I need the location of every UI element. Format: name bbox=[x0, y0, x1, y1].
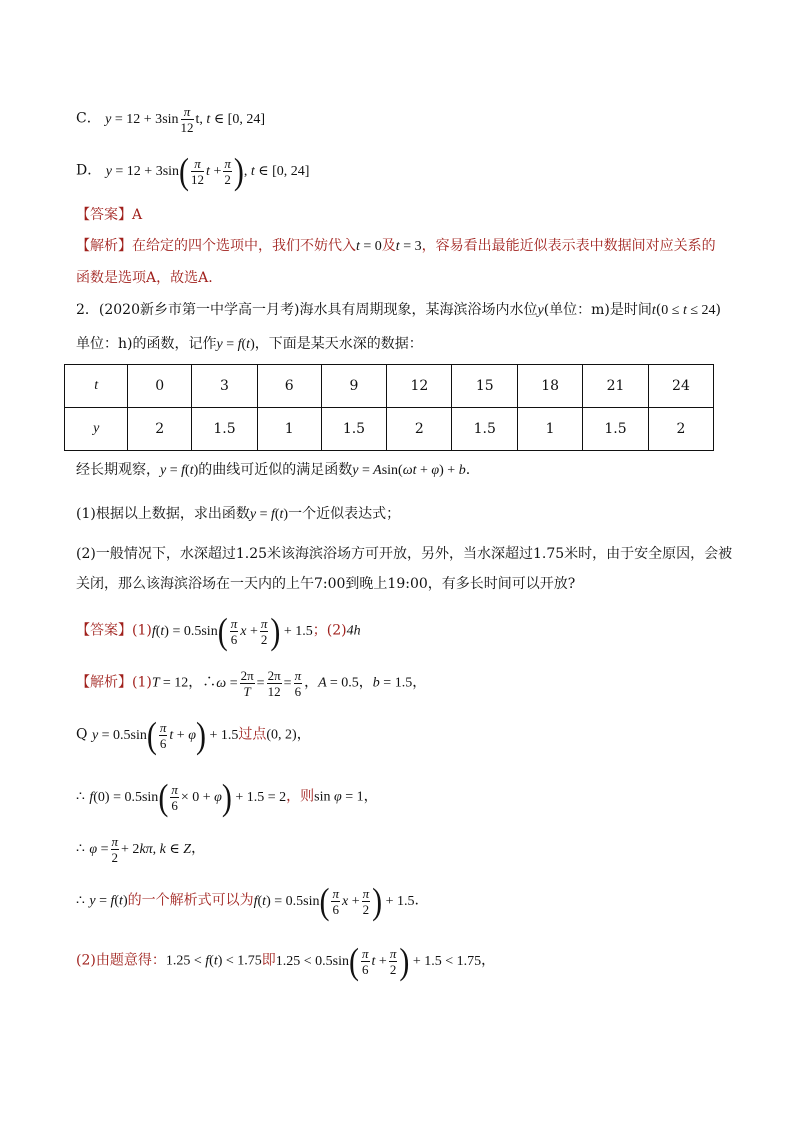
answer-tag: 【答案】 bbox=[76, 207, 132, 223]
answer-tag: 【答案】 bbox=[76, 622, 132, 639]
q2-part2-line1 bbox=[76, 544, 732, 564]
solution-text: ， bbox=[191, 840, 206, 857]
math-t: t bbox=[651, 303, 656, 318]
q2-stem-line1 bbox=[76, 300, 721, 321]
math-model: y = Asin(ωt + φ) + b bbox=[352, 463, 466, 478]
math-point: (0, 2) bbox=[266, 727, 297, 743]
option-c-label: C． bbox=[76, 110, 101, 127]
solution-text: ， bbox=[363, 788, 378, 805]
solution-line4 bbox=[76, 834, 205, 865]
stem-text: . bbox=[465, 462, 471, 478]
option-d-label: D． bbox=[76, 162, 102, 179]
math-solution-f: f(t) = 0.5sin( $\frac{\pi}{6}$ x + $\frac{\pi}{2}$ ) + 1.5 bbox=[253, 880, 415, 922]
solution-text: ， bbox=[304, 674, 319, 691]
q2-part2-line2 bbox=[76, 574, 575, 594]
table-cell: 21 bbox=[583, 365, 649, 408]
table-cell: 3 bbox=[192, 365, 258, 408]
table-row bbox=[65, 408, 714, 451]
solution-text: 即 bbox=[261, 952, 276, 969]
stem-text: 关闭，那么该海滨浴场在一天内的上午7:00到晚上19:00，有多长时间可以开放? bbox=[76, 576, 576, 592]
math-phi: φ = $\frac{\pi}{2}$ + 2kπ, k ∈ Z bbox=[89, 834, 192, 865]
math-t-3: t = 3 bbox=[395, 239, 422, 254]
table-cell: 6 bbox=[257, 365, 321, 408]
solution-line1 bbox=[76, 668, 426, 699]
solution-text: ∴ bbox=[76, 840, 90, 857]
math-ineq2: 1.25 < 0.5sin( $\frac{\pi}{6}$ t + $\frac{\pi}{2}$ ) + 1.5 < 1.75 bbox=[275, 940, 482, 982]
solution-text: Q bbox=[76, 726, 92, 743]
stem-text: 单位：h)的函数，记作 bbox=[76, 336, 217, 352]
analysis-tag: 【解析】 bbox=[76, 674, 132, 691]
table-cell: 1 bbox=[257, 408, 321, 451]
math-y-ft: y = f(t) bbox=[216, 337, 255, 352]
solution-text: 的一个解析式可以为 bbox=[127, 892, 254, 909]
solution-text: ， bbox=[412, 674, 427, 691]
stem-text: ) bbox=[715, 302, 721, 318]
solution-text: ∴ bbox=[76, 788, 90, 805]
math-y-ft: y = f(t) bbox=[89, 893, 128, 909]
solution-text: ， bbox=[358, 674, 373, 691]
water-depth-table bbox=[64, 364, 714, 451]
table-cell: 12 bbox=[387, 365, 452, 408]
table-cell: 2 bbox=[648, 408, 713, 451]
table-header-y: y bbox=[65, 408, 128, 451]
solution-line5 bbox=[76, 880, 419, 922]
option-d bbox=[76, 150, 310, 192]
q2-observation bbox=[76, 460, 470, 481]
math-t-0: t = 0 bbox=[356, 239, 382, 254]
table-cell: 1.5 bbox=[321, 408, 387, 451]
solution-text: ， bbox=[481, 952, 496, 969]
analysis-tag: 【解析】 bbox=[76, 238, 132, 254]
table-cell: 1.5 bbox=[452, 408, 518, 451]
q1-analysis-line2 bbox=[76, 268, 213, 288]
solution-text: . bbox=[414, 892, 419, 909]
table-cell: 1.5 bbox=[583, 408, 649, 451]
math-f0: f(0) = 0.5sin( $\frac{\pi}{6}$ × 0 + φ) + 1.5 = 2 bbox=[89, 776, 287, 818]
math-y-model: y = 0.5sin( $\frac{\pi}{6}$ t + φ) + 1.5 bbox=[91, 714, 239, 756]
option-c bbox=[76, 104, 265, 135]
option-d-formula: y = 12 + 3sin( $\frac{\pi}{12}$ t + $\frac{\pi}{2}$ ), t ∈ [0, 24] bbox=[105, 150, 310, 192]
q2-stem-line2 bbox=[76, 334, 423, 355]
table-cell: 18 bbox=[518, 365, 583, 408]
solution-line2 bbox=[76, 714, 311, 756]
math-b: b = 1.5 bbox=[372, 675, 413, 691]
math-ineq1: 1.25 < f(t) < 1.75 bbox=[165, 953, 262, 969]
table-cell: 0 bbox=[128, 365, 192, 408]
table-cell: 2 bbox=[128, 408, 192, 451]
q2-answer bbox=[76, 610, 361, 652]
q1-answer bbox=[76, 205, 142, 225]
table-cell: 1.5 bbox=[192, 408, 258, 451]
math-a: A = 0.5 bbox=[318, 675, 359, 691]
table-header-t: t bbox=[65, 365, 128, 408]
q2-part1 bbox=[76, 504, 400, 525]
q1-analysis-line1 bbox=[76, 236, 716, 257]
solution-line6 bbox=[76, 940, 496, 982]
math-y-ft: y = f(t) bbox=[160, 463, 199, 478]
solution-text: (2)由题意得： bbox=[76, 952, 166, 969]
stem-text: 2．(2020新乡市第一中学高一月考)海水具有周期现象，某海滨浴场内水位 bbox=[76, 302, 538, 318]
stem-text: 经长期观察， bbox=[76, 462, 160, 478]
table-cell: 2 bbox=[387, 408, 452, 451]
stem-text: (单位：m)是时间 bbox=[543, 302, 652, 318]
analysis-text: ，容易看出最能近似表示表中数据间对应关系的 bbox=[421, 238, 716, 254]
table-cell: 15 bbox=[452, 365, 518, 408]
table-cell: 1 bbox=[518, 408, 583, 451]
stem-text: 的曲线可近似的满足函数 bbox=[198, 462, 353, 478]
stem-text: 一个近似表达式； bbox=[288, 506, 401, 522]
solution-text: ，则 bbox=[286, 788, 315, 805]
analysis-text: 在给定的四个选项中，我们不妨代入 bbox=[132, 238, 356, 254]
analysis-text: 及 bbox=[381, 238, 396, 254]
analysis-text: 函数是选项A，故选A. bbox=[76, 270, 213, 286]
stem-text: ( bbox=[655, 302, 662, 318]
table-cell: 9 bbox=[321, 365, 387, 408]
solution-text: ，∴ bbox=[188, 674, 217, 691]
option-c-formula: y = 12 + 3sin $\frac{\pi}{12}$ t, t ∈ [0, 24] bbox=[105, 104, 265, 135]
solution-text: (1) bbox=[132, 674, 152, 691]
solution-text: ， bbox=[296, 726, 311, 743]
stem-text: (1)根据以上数据，求出函数 bbox=[76, 506, 250, 522]
math-omega: ω = $\frac{2\pi}{T}$ = $\frac{2\pi}{12}$ = $\frac{\pi}{6}$ bbox=[216, 668, 302, 699]
table-cell: 24 bbox=[648, 365, 713, 408]
answer-value: A bbox=[132, 207, 143, 223]
math-y-ft: y = f(t) bbox=[249, 507, 289, 522]
math-sinphi: sin φ = 1 bbox=[314, 789, 364, 805]
stem-text: ，下面是某天水深的数据： bbox=[254, 336, 423, 352]
table-row bbox=[65, 365, 714, 408]
answer-text: ；(2) bbox=[312, 622, 347, 639]
math-y: y bbox=[537, 303, 544, 318]
solution-text: ∴ bbox=[76, 892, 90, 909]
answer-part2: 4h bbox=[346, 623, 361, 639]
math-period: T = 12 bbox=[151, 675, 189, 691]
solution-text: 过点 bbox=[238, 726, 267, 743]
stem-text: (2)一般情况下，水深超过1.25米该海滨浴场方可开放，另外，当水深超过1.75米时，由于安全原因，会被 bbox=[76, 546, 733, 562]
math-answer-f: f(t) = 0.5sin( $\frac{\pi}{6}$ x + $\frac{\pi}{2}$ ) + 1.5 bbox=[151, 610, 313, 652]
math-range: 0 ≤ t ≤ 24 bbox=[661, 303, 716, 318]
solution-line3 bbox=[76, 776, 378, 818]
answer-text: (1) bbox=[132, 622, 152, 639]
